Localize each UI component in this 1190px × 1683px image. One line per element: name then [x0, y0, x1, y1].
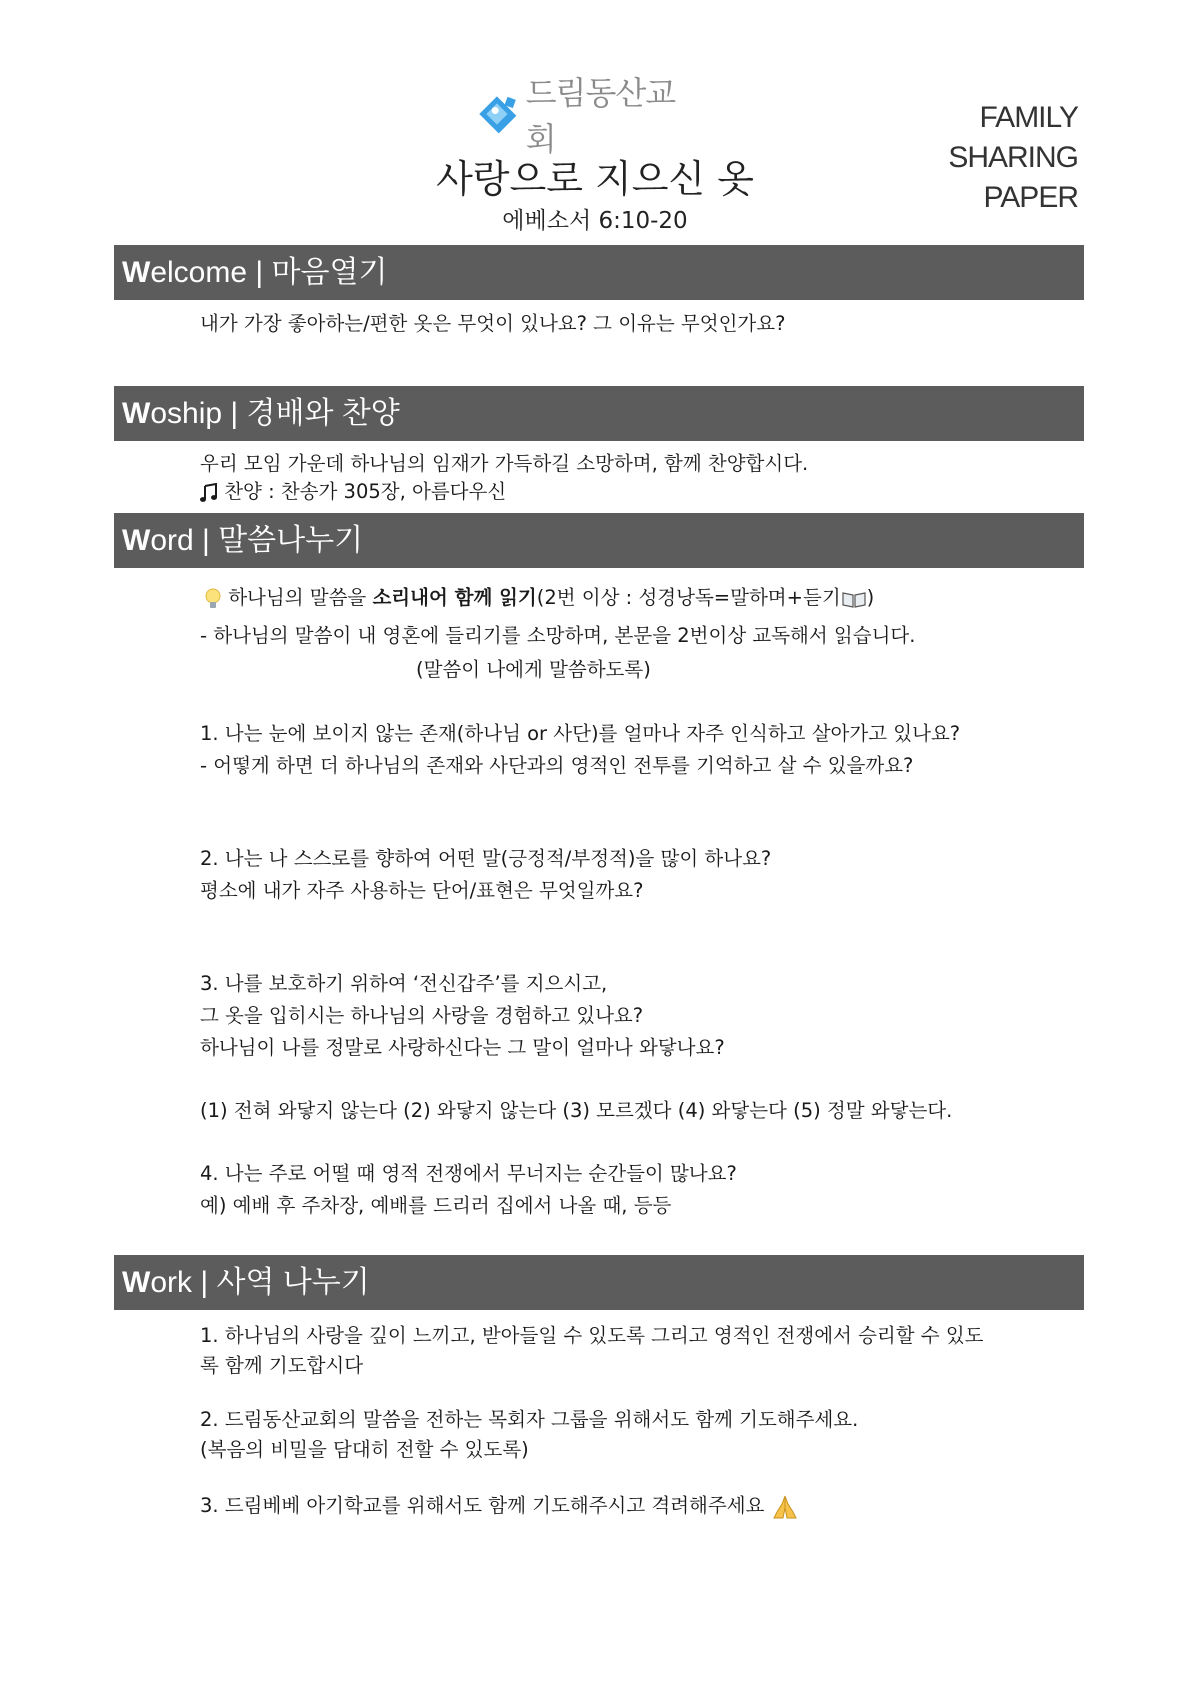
word-intro-end: )	[866, 586, 875, 609]
word-intro-post: (2번 이상 : 성경낭독=말하며+듣기	[536, 586, 841, 609]
section-welcome-cap: W	[122, 256, 151, 289]
word-intro-line	[204, 582, 874, 611]
section-welcome-header	[114, 245, 1084, 300]
open-book-icon	[841, 589, 867, 609]
prayer-3: 3. 드림베베 아기학교를 위해서도 함께 기도해주시고 격려해주세요	[200, 1494, 765, 1517]
question-1: 1. 나는 눈에 보이지 않는 존재(하나님 or 사단)를 얼마나 자주 인식하고 살아가고 있나요?	[200, 722, 961, 745]
question-1-follow: - 어떻게 하면 더 하나님의 존재와 사단과의 영적인 전투를 기억하고 살 수 있을까요?	[200, 754, 914, 777]
church-logo	[474, 74, 684, 158]
section-word-cap: W	[122, 524, 151, 557]
church-logo-text: 드림동산교회	[525, 74, 676, 158]
question-3-line-2: 그 옷을 입히시는 하나님의 사랑을 경험하고 있나요?	[200, 1004, 644, 1027]
section-worship-title: oship | 경배와 찬양	[150, 397, 400, 430]
music-note-icon	[200, 483, 218, 503]
family-sharing-paper-label	[948, 98, 1078, 218]
praying-hands-icon	[771, 1494, 799, 1520]
question-4-example: 예) 예배 후 주차장, 예배를 드리러 집에서 나올 때, 등등	[200, 1194, 672, 1217]
section-worship-cap: W	[122, 397, 151, 430]
word-line-read: - 하나님의 말씀이 내 영혼에 들리기를 소망하며, 본문을 2번이상 교독해서 읽습니다.	[200, 624, 916, 647]
section-work-title: ork | 사역 나누기	[150, 1266, 370, 1299]
section-word-title: ord | 말씀나누기	[150, 524, 364, 557]
family-line-3: PAPER	[983, 181, 1078, 214]
question-3-line-3: 하나님이 나를 정말로 사랑하신다는 그 말이 얼마나 와닿나요?	[200, 1036, 725, 1059]
prayer-2-cont: (복음의 비밀을 담대히 전할 수 있도록)	[200, 1438, 529, 1461]
prayer-2: 2. 드림동산교회의 말씀을 전하는 목회자 그룹을 위해서도 함께 기도해주세요.	[200, 1408, 859, 1431]
question-2-follow: 평소에 내가 자주 사용하는 단어/표현은 무엇일까요?	[200, 879, 644, 902]
family-line-1: FAMILY	[979, 101, 1078, 134]
section-word-header	[114, 513, 1084, 568]
sermon-title: 사랑으로 지으신 옷	[436, 157, 754, 201]
prayer-1: 1. 하나님의 사랑을 깊이 느끼고, 받아들일 수 있도록 그리고 영적인 전쟁에서 승리할 수 있도	[200, 1324, 984, 1347]
word-line-read-note: (말씀이 나에게 말씀하도록)	[416, 658, 651, 681]
welcome-question: 내가 가장 좋아하는/편한 옷은 무엇이 있나요? 그 이유는 무엇인가요?	[200, 312, 786, 335]
lightbulb-icon	[204, 587, 222, 611]
family-line-2: SHARING	[948, 141, 1078, 174]
prayer-1-cont: 록 함께 기도합시다	[200, 1354, 364, 1377]
question-3-scale: (1) 전혀 와닿지 않는다 (2) 와닿지 않는다 (3) 모르겠다 (4) 와닿는다 (5) 정말 와닿는다.	[200, 1099, 953, 1122]
scripture-reference: 에베소서 6:10-20	[502, 208, 688, 234]
section-worship-header	[114, 386, 1084, 441]
word-intro-pre: 하나님의 말씀을	[228, 586, 373, 609]
section-work-cap: W	[122, 1266, 151, 1299]
question-2: 2. 나는 나 스스로를 향하여 어떤 말(긍정적/부정적)을 많이 하나요?	[200, 847, 772, 870]
section-work-header	[114, 1255, 1084, 1310]
worship-line-2	[200, 476, 506, 504]
prayer-3-line	[200, 1490, 799, 1520]
question-3: 3. 나를 보호하기 위하여 ‘전신갑주’를 지으시고,	[200, 972, 608, 995]
question-4: 4. 나는 주로 어떨 때 영적 전쟁에서 무너지는 순간들이 많나요?	[200, 1162, 737, 1185]
worship-song-text: 찬양 : 찬송가 305장, 아름다우신	[224, 480, 507, 503]
church-logo-icon	[474, 88, 522, 140]
word-intro-bold: 소리내어 함께 읽기	[372, 586, 537, 609]
worship-line-1: 우리 모임 가운데 하나님의 임재가 가득하길 소망하며, 함께 찬양합시다.	[200, 452, 809, 475]
section-welcome-title: elcome | 마음열기	[150, 256, 388, 289]
